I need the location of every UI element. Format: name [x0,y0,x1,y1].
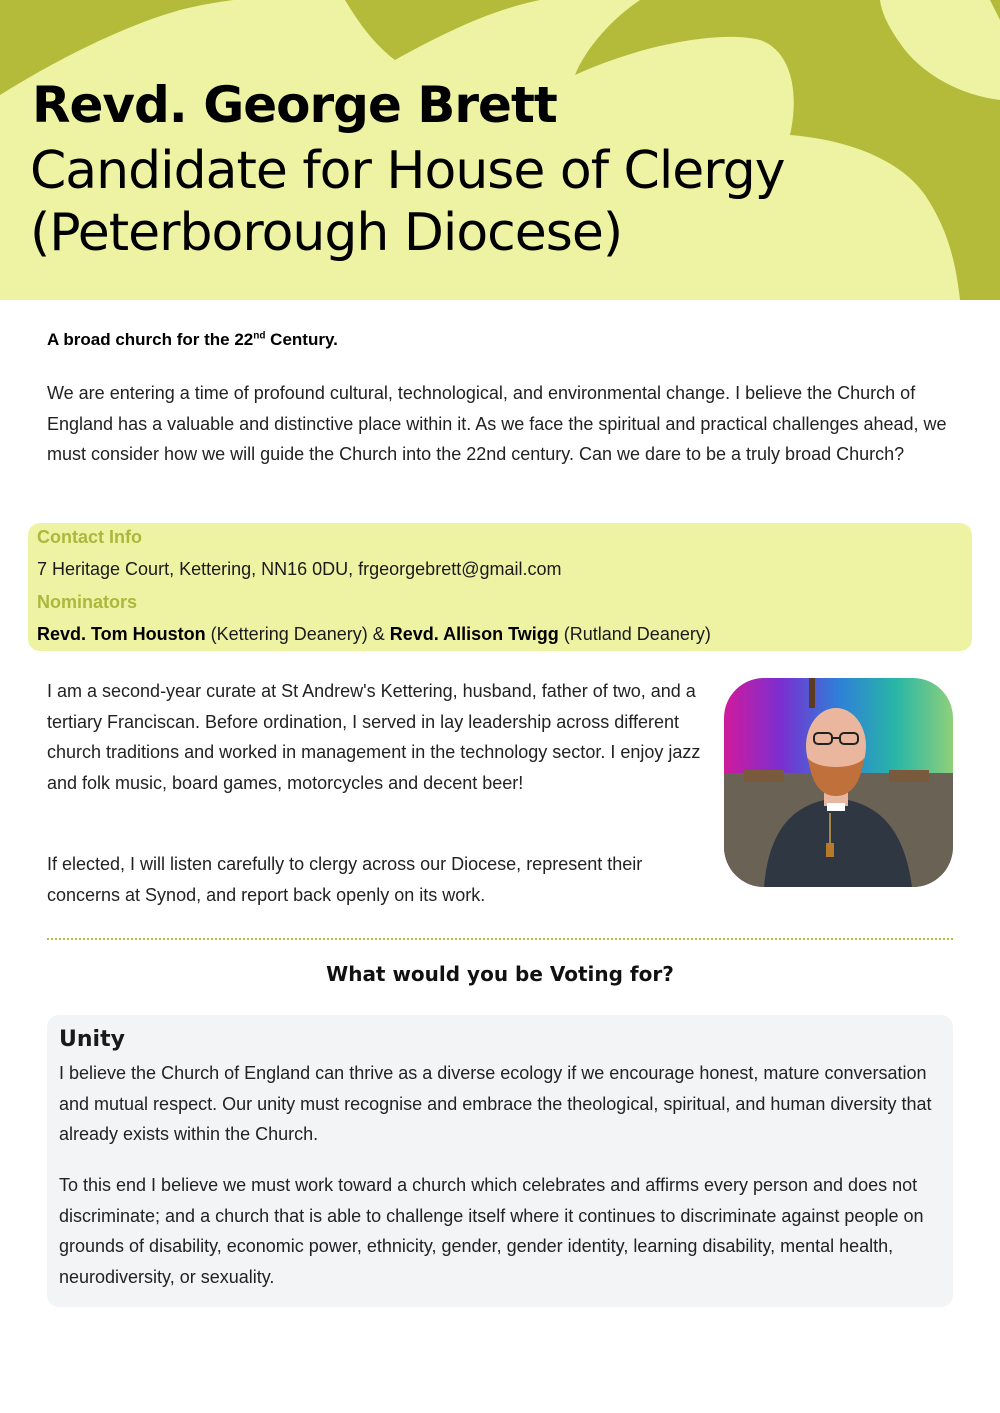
nominator-2-deanery: (Rutland Deanery) [558,624,711,644]
header-banner [0,0,1000,300]
unity-paragraph-1: I believe the Church of England can thrive as a diverse ecology if we encourage honest, mature conversation and mutual respect. Our unity must recognise and embrace the theological, spiritual, and human diversity that already exists within the Church. [59,1063,932,1144]
candidate-photo [724,678,953,887]
candidate-name: Revd. George Brett [32,76,557,134]
unity-section [47,1015,953,1307]
nominator-1-deanery: (Kettering Deanery) & [205,624,390,644]
contact-info-box [28,523,972,651]
unity-paragraph-2: To this end I believe we must work toward a church which celebrates and affirms every person and does not discriminate; and a church that is able to challenge itself where it continues to discriminate against people on grounds of disability, economic power, ethnicity, gender, gender identity, learning disability, mental health, neurodiversity, or sexuality. [59,1175,924,1287]
tagline-text: A broad church for the 22 [47,330,254,349]
bio-paragraph-1: I am a second-year curate at St Andrew's Kettering, husband, father of two, and a tertiary Franciscan. Before ordination, I served in lay leadership across different church traditions and worked in management in the technology sector. I enjoy jazz and folk music, board games, motorcycles and decent beer! [47,681,701,793]
subtitle-line-1: Candidate for House of Clergy [30,141,785,201]
tagline [47,330,338,350]
contact-info-label: Contact Info [37,527,142,547]
section-divider [47,938,953,940]
contact-address: 7 Heritage Court, Kettering, NN16 0DU, frgeorgebrett@gmail.com [37,559,562,579]
intro-paragraph: We are entering a time of profound cultural, technological, and environmental change. I believe the Church of England has a valuable and distinctive place within it. As we face the spiritual and practical challenges ahead, we must consider how we will guide the Church into the 22nd century. Can we dare to be a truly broad Church? [47,383,947,464]
subtitle-line-2: (Peterborough Diocese) [30,203,623,263]
candidate-subtitle [30,140,785,264]
tagline-suffix: Century. [265,330,338,349]
nominators-label: Nominators [37,592,138,612]
nominators-line [37,624,711,645]
nominator-2-name: Revd. Allison Twigg [389,624,559,644]
tagline-superscript: nd [253,330,266,342]
nominator-1-name: Revd. Tom Houston [37,624,206,644]
unity-title: Unity [59,1027,125,1052]
bio-paragraph-2: If elected, I will listen carefully to clergy across our Diocese, represent their concerns at Synod, and report back openly on its work. [47,854,643,905]
voting-heading: What would you be Voting for? [326,962,674,986]
